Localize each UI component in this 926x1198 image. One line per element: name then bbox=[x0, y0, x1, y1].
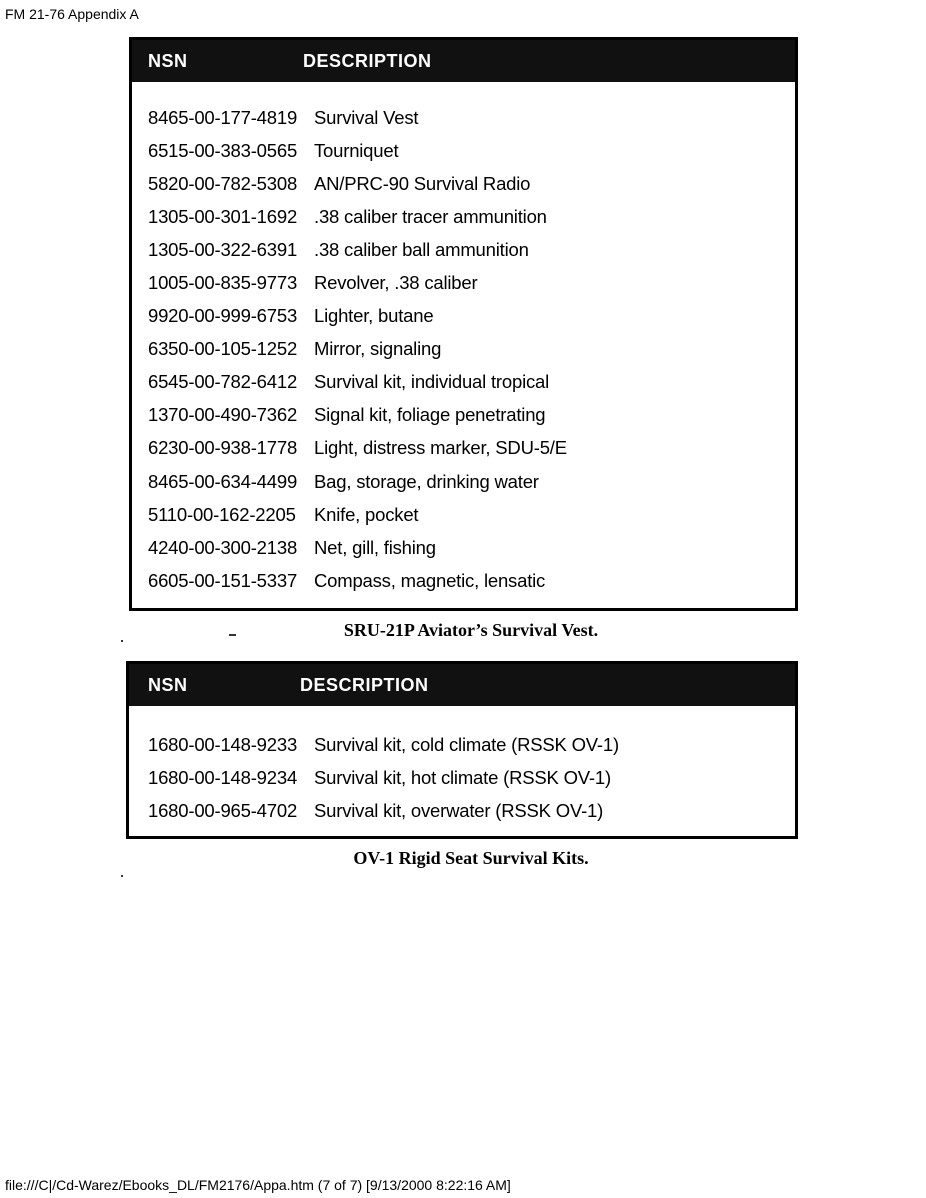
description-cell: Tourniquet bbox=[314, 139, 399, 161]
table-row bbox=[132, 366, 795, 399]
table-caption-survival-vest: SRU-21P Aviator’s Survival Vest. bbox=[343, 620, 599, 640]
description-cell: Net, gill, fishing bbox=[314, 536, 436, 558]
description-cell: Survival kit, overwater (RSSK OV-1) bbox=[314, 799, 604, 821]
description-cell: .38 caliber tracer ammunition bbox=[314, 205, 547, 227]
scan-speck bbox=[121, 875, 123, 877]
nsn-cell: 8465-00-177-4819 bbox=[148, 106, 298, 128]
column-header-description: DESCRIPTION bbox=[303, 50, 432, 71]
table-row bbox=[132, 564, 795, 597]
table-row bbox=[132, 233, 795, 266]
nsn-cell: 1680-00-148-9234 bbox=[148, 766, 298, 788]
table-row bbox=[132, 432, 795, 465]
table-row bbox=[132, 167, 795, 200]
nsn-cell: 1680-00-965-4702 bbox=[148, 799, 298, 821]
table-row bbox=[132, 200, 795, 233]
table-row bbox=[132, 266, 795, 299]
nsn-cell: 1005-00-835-9773 bbox=[148, 272, 298, 294]
page-header-title: FM 21-76 Appendix A bbox=[5, 6, 139, 22]
description-cell: Signal kit, foliage penetrating bbox=[314, 404, 546, 426]
description-cell: Survival kit, individual tropical bbox=[314, 371, 550, 393]
nsn-cell: 5820-00-782-5308 bbox=[148, 172, 298, 194]
table-row bbox=[132, 465, 795, 498]
page-footer-url: file:///C|/Cd-Warez/Ebooks_DL/FM2176/Appa.htm (7 of 7) [9/13/2000 8:22:16 AM] bbox=[5, 1177, 511, 1193]
description-cell: .38 caliber ball ammunition bbox=[314, 238, 529, 260]
table-row bbox=[129, 728, 795, 761]
table-row bbox=[132, 101, 795, 134]
description-cell: Knife, pocket bbox=[314, 503, 419, 525]
nsn-cell: 6605-00-151-5337 bbox=[148, 569, 298, 591]
nsn-cell: 9920-00-999-6753 bbox=[148, 305, 298, 327]
survival-vest-table bbox=[129, 37, 798, 611]
nsn-cell: 1370-00-490-7362 bbox=[148, 404, 298, 426]
table-body bbox=[132, 82, 795, 597]
description-cell: Survival kit, cold climate (RSSK OV-1) bbox=[314, 733, 619, 755]
description-cell: Light, distress marker, SDU-5/E bbox=[314, 437, 567, 459]
table-row bbox=[129, 761, 795, 794]
nsn-cell: 8465-00-634-4499 bbox=[148, 470, 298, 492]
nsn-cell: 4240-00-300-2138 bbox=[148, 536, 298, 558]
table-row bbox=[132, 498, 795, 531]
table-row bbox=[132, 333, 795, 366]
description-cell: Survival kit, hot climate (RSSK OV-1) bbox=[314, 766, 611, 788]
table-row bbox=[132, 399, 795, 432]
table-row bbox=[132, 300, 795, 333]
column-header-nsn: NSN bbox=[148, 674, 188, 695]
nsn-cell: 6230-00-938-1778 bbox=[148, 437, 298, 459]
table-row bbox=[129, 794, 795, 827]
nsn-cell: 1680-00-148-9233 bbox=[148, 733, 298, 755]
description-cell: Revolver, .38 caliber bbox=[314, 272, 478, 294]
description-cell: AN/PRC-90 Survival Radio bbox=[314, 172, 531, 194]
table-header bbox=[132, 40, 795, 82]
description-cell: Survival Vest bbox=[314, 106, 419, 128]
table-caption-seat-kits: OV-1 Rigid Seat Survival Kits. bbox=[353, 848, 589, 868]
nsn-cell: 6545-00-782-6412 bbox=[148, 371, 298, 393]
description-cell: Bag, storage, drinking water bbox=[314, 470, 539, 492]
nsn-cell: 5110-00-162-2205 bbox=[148, 503, 296, 525]
column-header-nsn: NSN bbox=[148, 50, 188, 71]
table-row bbox=[132, 134, 795, 167]
nsn-cell: 6515-00-383-0565 bbox=[148, 139, 298, 161]
seat-survival-kits-table bbox=[126, 661, 798, 839]
column-header-description: DESCRIPTION bbox=[300, 674, 429, 695]
description-cell: Compass, magnetic, lensatic bbox=[314, 569, 546, 591]
table-header bbox=[129, 664, 795, 706]
nsn-cell: 1305-00-301-1692 bbox=[148, 205, 298, 227]
nsn-cell: 1305-00-322-6391 bbox=[148, 238, 298, 260]
nsn-cell: 6350-00-105-1252 bbox=[148, 338, 298, 360]
table-body bbox=[129, 706, 795, 827]
table-row bbox=[132, 531, 795, 564]
description-cell: Mirror, signaling bbox=[314, 338, 442, 360]
description-cell: Lighter, butane bbox=[314, 305, 434, 327]
